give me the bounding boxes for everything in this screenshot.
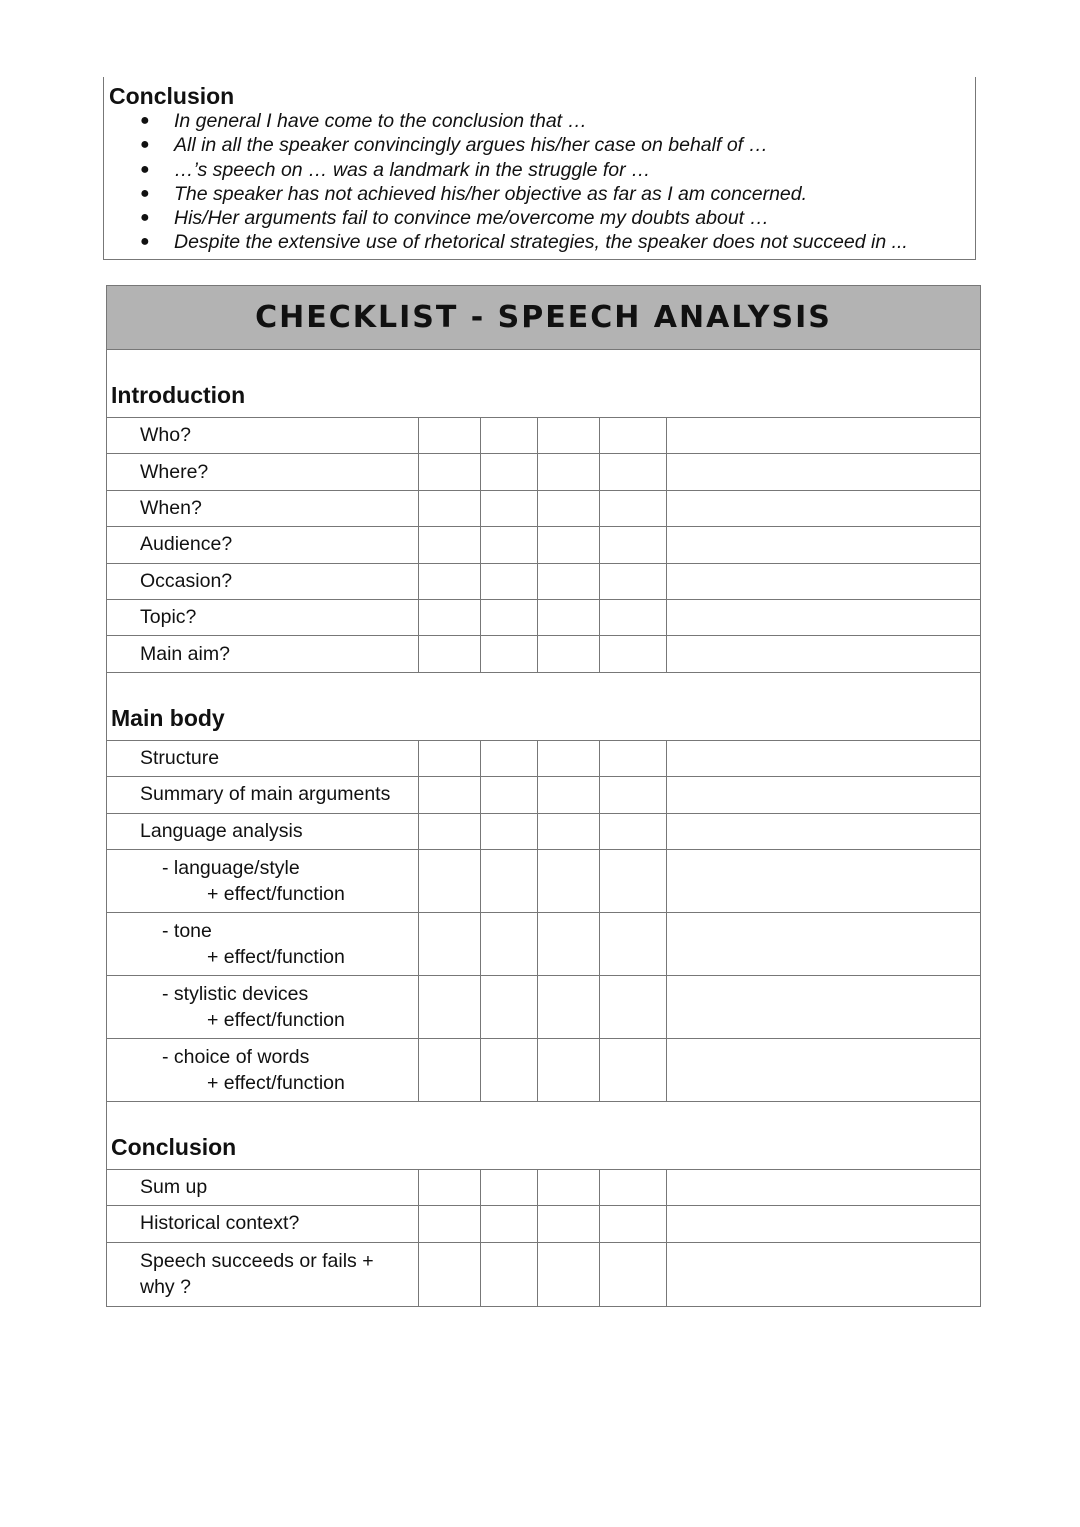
check-cell[interactable] [538, 777, 600, 812]
check-cell[interactable] [481, 850, 538, 912]
row-label: Structure [107, 741, 419, 776]
row-label: Sum up [107, 1170, 419, 1205]
check-cell[interactable] [419, 814, 481, 849]
table-row [107, 850, 980, 913]
row-label: Speech succeeds or fails + why ? [107, 1243, 419, 1306]
bullet-icon: ● [140, 233, 150, 251]
check-cell[interactable] [419, 418, 481, 453]
table-row [107, 1243, 980, 1306]
check-cell[interactable] [538, 814, 600, 849]
comment-cell[interactable] [667, 418, 980, 453]
checklist-header [107, 286, 980, 350]
row-label: Occasion? [107, 564, 419, 599]
comment-cell[interactable] [667, 1039, 980, 1101]
table-row [107, 777, 980, 813]
check-cell[interactable] [419, 564, 481, 599]
table-row [107, 491, 980, 527]
check-cell[interactable] [481, 814, 538, 849]
bullet-icon: ● [140, 209, 150, 227]
list-item: ● The speaker has not achieved his/her objective as far as I am concerned. [140, 182, 808, 205]
check-cell[interactable] [481, 600, 538, 635]
row-label: - language/style + effect/function [107, 850, 419, 912]
check-cell[interactable] [481, 527, 538, 562]
check-cell[interactable] [419, 527, 481, 562]
check-cell[interactable] [538, 564, 600, 599]
section-heading-main-body: Main body [107, 673, 980, 741]
comment-cell[interactable] [667, 491, 980, 526]
check-cell[interactable] [600, 491, 667, 526]
check-cell[interactable] [538, 1039, 600, 1101]
table-row [107, 913, 980, 976]
checklist-table [106, 285, 981, 1307]
check-cell[interactable] [419, 1170, 481, 1205]
list-item: ● …’s speech on … was a landmark in the struggle for … [140, 158, 651, 181]
check-cell[interactable] [600, 1206, 667, 1241]
comment-cell[interactable] [667, 976, 980, 1038]
check-cell[interactable] [419, 600, 481, 635]
row-label: Main aim? [107, 636, 419, 671]
row-label: - tone + effect/function [107, 913, 419, 975]
check-cell[interactable] [481, 454, 538, 489]
check-cell[interactable] [538, 976, 600, 1038]
check-cell[interactable] [419, 777, 481, 812]
row-label: When? [107, 491, 419, 526]
check-cell[interactable] [481, 913, 538, 975]
check-cell[interactable] [538, 1243, 600, 1306]
list-item: ● All in all the speaker convincingly argues his/her case on behalf of … [140, 134, 768, 157]
comment-cell[interactable] [667, 527, 980, 562]
row-label: Language analysis [107, 814, 419, 849]
check-cell[interactable] [419, 491, 481, 526]
bullet-icon: ● [140, 160, 150, 178]
check-cell[interactable] [600, 1243, 667, 1306]
list-item: ● In general I have come to the conclusion that … [140, 110, 587, 132]
bullet-icon: ● [140, 136, 150, 154]
comment-cell[interactable] [667, 913, 980, 975]
table-row [107, 1039, 980, 1102]
comment-cell[interactable] [667, 600, 980, 635]
check-cell[interactable] [538, 913, 600, 975]
comment-cell[interactable] [667, 814, 980, 849]
check-cell[interactable] [538, 418, 600, 453]
section-heading-conclusion: Conclusion [107, 1102, 980, 1170]
table-row [107, 976, 980, 1039]
row-label: - stylistic devices + effect/function [107, 976, 419, 1038]
check-cell[interactable] [600, 850, 667, 912]
comment-cell[interactable] [667, 777, 980, 812]
check-cell[interactable] [600, 1039, 667, 1101]
list-item: ● His/Her arguments fail to convince me/overcome my doubts about … [140, 207, 770, 230]
check-cell[interactable] [600, 777, 667, 812]
comment-cell[interactable] [667, 1243, 980, 1306]
table-row [107, 527, 980, 563]
check-cell[interactable] [419, 1206, 481, 1241]
row-label: Who? [107, 418, 419, 453]
check-cell[interactable] [419, 1243, 481, 1306]
comment-cell[interactable] [667, 1170, 980, 1205]
check-cell[interactable] [538, 1206, 600, 1241]
check-cell[interactable] [600, 527, 667, 562]
check-cell[interactable] [419, 636, 481, 671]
comment-cell[interactable] [667, 1206, 980, 1241]
check-cell[interactable] [481, 1170, 538, 1205]
check-cell[interactable] [600, 1170, 667, 1205]
conclusion-box-title: Conclusion [109, 83, 235, 109]
check-cell[interactable] [600, 564, 667, 599]
comment-cell[interactable] [667, 741, 980, 776]
table-row [107, 741, 980, 777]
row-label: Summary of main arguments [107, 777, 419, 812]
check-cell[interactable] [600, 454, 667, 489]
section-heading-introduction: Introduction [107, 350, 980, 418]
check-cell[interactable] [481, 1243, 538, 1306]
table-row [107, 418, 980, 454]
check-cell[interactable] [600, 741, 667, 776]
table-row [107, 564, 980, 600]
row-label: Audience? [107, 527, 419, 562]
table-row [107, 814, 980, 850]
table-row [107, 1206, 980, 1242]
check-cell[interactable] [419, 1039, 481, 1101]
check-cell[interactable] [538, 600, 600, 635]
list-item: ● Despite the extensive use of rhetorical strategies, the speaker does not succeed in ... [140, 231, 908, 254]
comment-cell[interactable] [667, 850, 980, 912]
check-cell[interactable] [600, 418, 667, 453]
check-cell[interactable] [600, 913, 667, 975]
check-cell[interactable] [419, 454, 481, 489]
check-cell[interactable] [538, 491, 600, 526]
check-cell[interactable] [538, 741, 600, 776]
table-row [107, 600, 980, 636]
check-cell[interactable] [419, 850, 481, 912]
check-cell[interactable] [481, 564, 538, 599]
table-row [107, 454, 980, 490]
bullet-icon: ● [140, 184, 150, 202]
row-label: - choice of words + effect/function [107, 1039, 419, 1101]
comment-cell[interactable] [667, 636, 980, 671]
check-cell[interactable] [419, 741, 481, 776]
check-cell[interactable] [600, 976, 667, 1038]
checklist-title: CHECKLIST - SPEECH ANALYSIS [255, 300, 832, 335]
table-row [107, 636, 980, 672]
check-cell[interactable] [481, 418, 538, 453]
check-cell[interactable] [538, 636, 600, 671]
check-cell[interactable] [600, 814, 667, 849]
check-cell[interactable] [600, 600, 667, 635]
check-cell[interactable] [481, 976, 538, 1038]
comment-cell[interactable] [667, 564, 980, 599]
check-cell[interactable] [481, 741, 538, 776]
check-cell[interactable] [481, 491, 538, 526]
comment-cell[interactable] [667, 454, 980, 489]
row-label: Historical context? [107, 1206, 419, 1241]
check-cell[interactable] [419, 913, 481, 975]
table-row [107, 1170, 980, 1206]
conclusion-phrase-list [104, 109, 908, 255]
bullet-icon: ● [140, 112, 150, 129]
row-label: Where? [107, 454, 419, 489]
check-cell[interactable] [419, 976, 481, 1038]
check-cell[interactable] [538, 850, 600, 912]
check-cell[interactable] [481, 1039, 538, 1101]
check-cell[interactable] [538, 454, 600, 489]
check-cell[interactable] [481, 636, 538, 671]
check-cell[interactable] [481, 1206, 538, 1241]
conclusion-phrases-box [103, 77, 976, 260]
check-cell[interactable] [481, 777, 538, 812]
check-cell[interactable] [538, 527, 600, 562]
check-cell[interactable] [600, 636, 667, 671]
check-cell[interactable] [538, 1170, 600, 1205]
row-label: Topic? [107, 600, 419, 635]
